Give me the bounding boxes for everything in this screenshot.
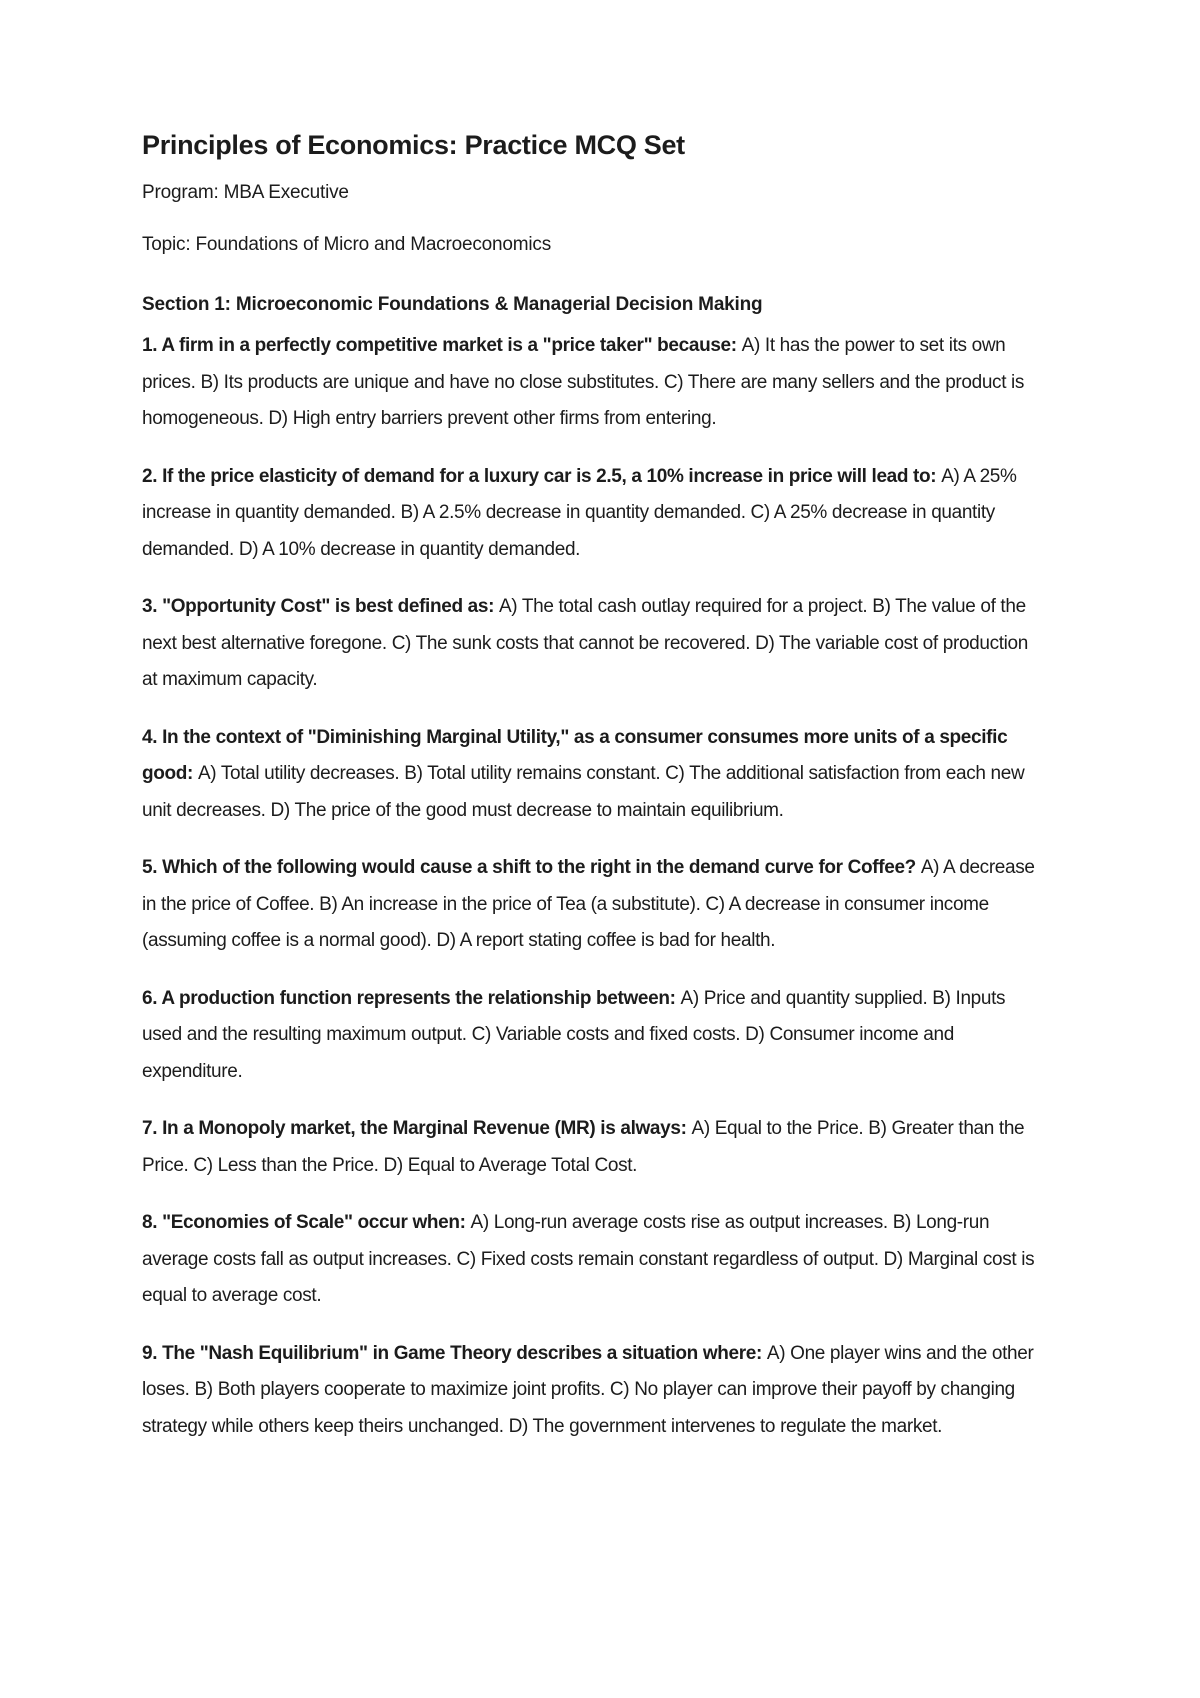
- question-options: A) One player wins and the other loses. B) Both players cooperate to maximize joint profits. C) No player can improve their payoff by changing strategy while others keep theirs unchanged. D) The government intervenes to regulate the market.: [142, 1342, 1034, 1437]
- question-stem: 7. In a Monopoly market, the Marginal Revenue (MR) is always:: [142, 1118, 692, 1139]
- document-page: [142, 128, 1047, 1466]
- section-heading: Section 1: Microeconomic Foundations & Managerial Decision Making: [142, 294, 763, 315]
- question-options: A) Total utility decreases. B) Total utility remains constant. C) The additional satisfaction from each new unit decreases. D) The price of the good must decrease to maintain equilibrium.: [142, 763, 1025, 821]
- question-stem: 4. In the context of "Diminishing Marginal Utility," as a consumer consumes more units of a specific good:: [142, 726, 1008, 784]
- question-stem: 9. The "Nash Equilibrium" in Game Theory describes a situation where:: [142, 1342, 767, 1364]
- question-stem: 5. Which of the following would cause a shift to the right in the demand curve for Coffee?: [142, 857, 921, 878]
- question-options: A) A 25% increase in quantity demanded. B) A 2.5% decrease in quantity demanded. C) A 25% decrease in quantity demanded. D) A 10% decrease in quantity demanded.: [142, 465, 1017, 560]
- question-item: [142, 981, 1047, 1091]
- document-title: Principles of Economics: Practice MCQ Set: [142, 130, 685, 160]
- question-list: [142, 328, 1047, 1445]
- question-item: [142, 459, 1047, 569]
- question-item: [142, 850, 1047, 960]
- question-stem: 6. A production function represents the relationship between:: [142, 987, 681, 1009]
- question-options: A) Long-run average costs rise as output increases. B) Long-run average costs fall as output increases. C) Fixed costs remain constant regardless of output. D) Marginal cost is equal to average cost.: [142, 1212, 1035, 1306]
- question-item: [142, 1336, 1047, 1446]
- question-options: A) It has the power to set its own prices. B) Its products are unique and have no close substitutes. C) There are many sellers and the product is homogeneous. D) High entry barriers prevent other firms from entering.: [142, 335, 1025, 429]
- topic-line: Topic: Foundations of Micro and Macroeconomics: [142, 234, 551, 255]
- question-stem: 2. If the price elasticity of demand for a luxury car is 2.5, a 10% increase in price will lead to:: [142, 465, 942, 487]
- question-stem: 3. "Opportunity Cost" is best defined as:: [142, 596, 499, 617]
- program-line: Program: MBA Executive: [142, 182, 349, 203]
- question-options: A) Equal to the Price. B) Greater than the Price. C) Less than the Price. D) Equal to Average Total Cost.: [142, 1118, 1025, 1176]
- question-options: A) The total cash outlay required for a project. B) The value of the next best alternative foregone. C) The sunk costs that cannot be recovered. D) The variable cost of production at maximum capacity.: [142, 596, 1028, 690]
- question-options: A) A decrease in the price of Coffee. B) An increase in the price of Tea (a substitute). C) A decrease in consumer income (assuming coffee is a normal good). D) A report stating coffee is bad for health.: [142, 857, 1035, 951]
- question-stem: 1. A firm in a perfectly competitive market is a "price taker" because:: [142, 335, 742, 356]
- question-item: [142, 1205, 1047, 1315]
- question-options: A) Price and quantity supplied. B) Inputs used and the resulting maximum output. C) Variable costs and fixed costs. D) Consumer income and expenditure.: [142, 987, 1006, 1082]
- question-item: [142, 720, 1047, 830]
- question-stem: 8. "Economies of Scale" occur when:: [142, 1212, 471, 1233]
- question-item: [142, 328, 1047, 438]
- question-item: [142, 1111, 1047, 1184]
- question-item: [142, 589, 1047, 699]
